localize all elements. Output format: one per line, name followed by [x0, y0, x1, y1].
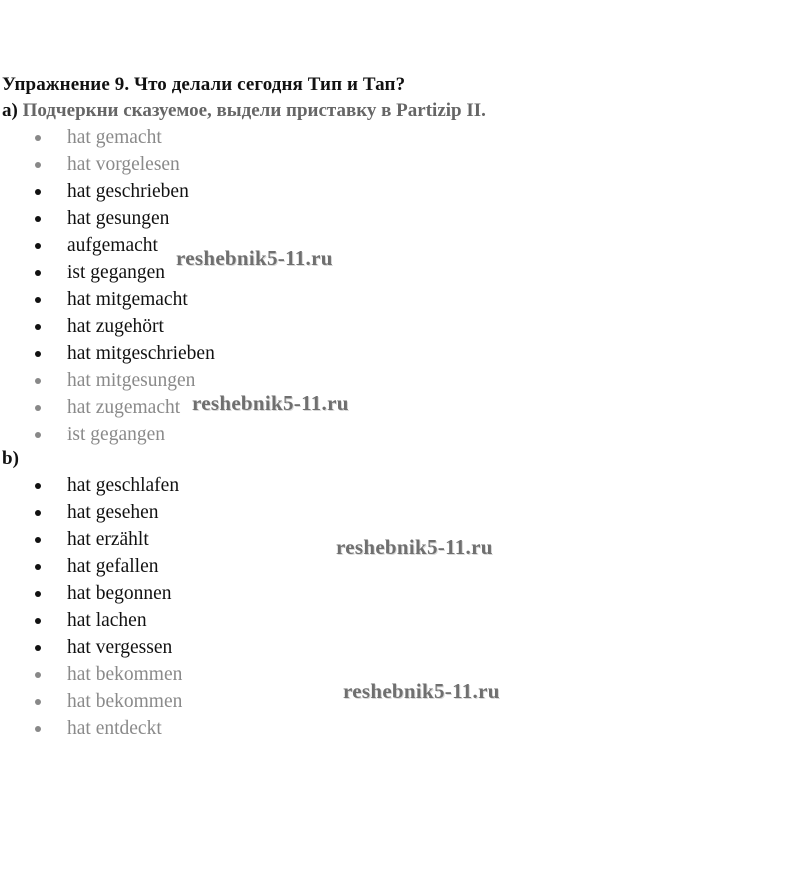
- exercise-instruction: [2, 100, 486, 122]
- watermark: reshebnik5-11.ru: [176, 246, 333, 270]
- list-item: hat bekommen: [0, 688, 182, 715]
- list-item: aufgemacht: [0, 232, 215, 259]
- list-item: hat geschlafen: [0, 472, 182, 499]
- list-item: hat geschrieben: [0, 178, 215, 205]
- list-item: hat mitgesungen: [0, 367, 215, 394]
- list-item: hat vergessen: [0, 634, 182, 661]
- list-item: hat zugehört: [0, 313, 215, 340]
- list-item: hat erzählt: [0, 526, 182, 553]
- list-item: hat gemacht: [0, 124, 215, 151]
- instruction-prefix: а): [2, 100, 23, 121]
- exercise-title: Упражнение 9. Что делали сегодня Тип и Тап?: [2, 74, 406, 95]
- watermark: reshebnik5-11.ru: [192, 391, 349, 415]
- list-item: hat zugemacht: [0, 394, 215, 421]
- watermark: reshebnik5-11.ru: [343, 679, 500, 703]
- section-b-label: b): [2, 448, 19, 469]
- watermark: reshebnik5-11.ru: [336, 535, 493, 559]
- list-item: hat gefallen: [0, 553, 182, 580]
- list-item: hat vorgelesen: [0, 151, 215, 178]
- section-b-list: [0, 472, 182, 742]
- list-item: hat gesehen: [0, 499, 182, 526]
- section-a-list: [0, 124, 215, 448]
- list-item: hat entdeckt: [0, 715, 182, 742]
- list-item: hat lachen: [0, 607, 182, 634]
- list-item: hat bekommen: [0, 661, 182, 688]
- list-item: hat gesungen: [0, 205, 215, 232]
- instruction-text: Подчеркни сказуемое, выдели приставку в Partizip II.: [22, 100, 486, 121]
- list-item: hat mitgemacht: [0, 286, 215, 313]
- list-item: ist gegangen: [0, 259, 215, 286]
- list-item: ist gegangen: [0, 421, 215, 448]
- list-item: hat begonnen: [0, 580, 182, 607]
- list-item: hat mitgeschrieben: [0, 340, 215, 367]
